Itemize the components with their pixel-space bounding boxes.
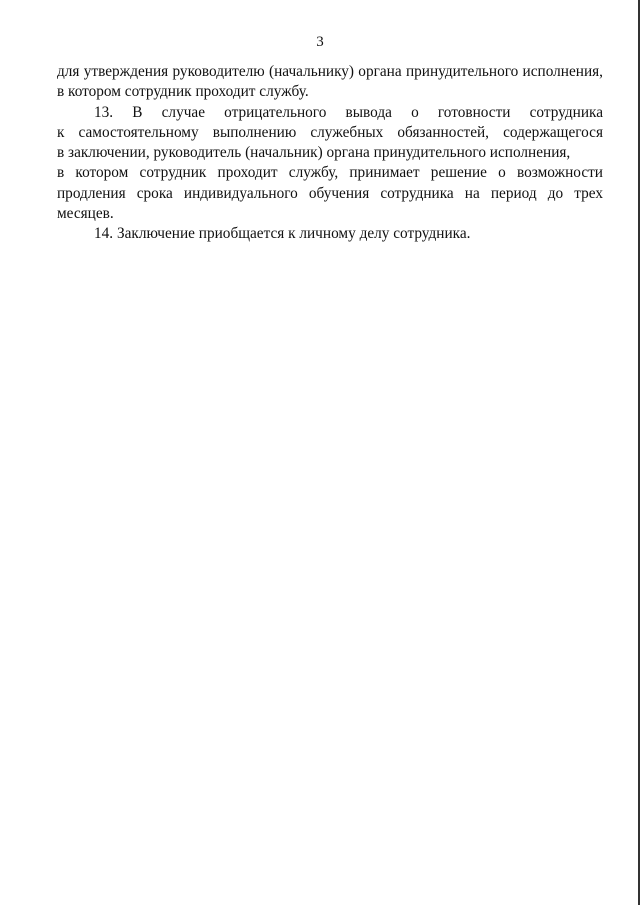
document-body (57, 62, 603, 245)
text-line: для утверждения руководителю (начальнику) органа принудительного исполнения, (57, 63, 603, 80)
text-line: в котором сотрудник проходит службу, принимает решение о возможности (57, 164, 603, 182)
paragraph-13-start: 13. В случае отрицательного вывода о готовности сотрудника (94, 103, 603, 121)
text-line: в заключении, руководитель (начальник) органа принудительного исполнения, (57, 144, 571, 162)
page-number: 3 (316, 34, 324, 50)
text-line: к самостоятельному выполнению служебных обязанностей, содержащегося (57, 123, 603, 141)
paragraph-14: 14. Заключение приобщается к личному делу сотрудника. (94, 225, 471, 243)
text-line: в котором сотрудник проходит службу. (57, 83, 309, 101)
text-line: продления срока индивидуального обучения сотрудника на период до трех месяцев. (57, 184, 603, 223)
